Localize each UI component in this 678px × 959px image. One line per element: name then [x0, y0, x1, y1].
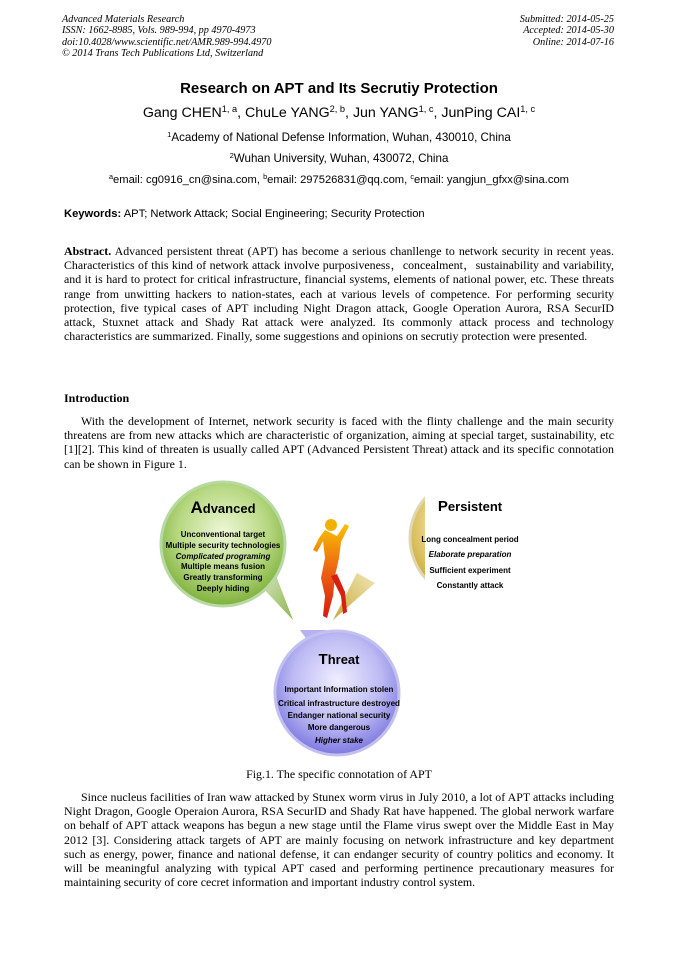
issn-line: ISSN: 1662-8985, Vols. 989-994, pp 4970-4973 [62, 25, 256, 37]
affiliation-2: $^2$Wuhan University, Wuhan, 430072, China [229, 150, 449, 165]
persistent-item: Elaborate preparation [428, 550, 512, 559]
author-sup: 1, c [520, 103, 536, 114]
email-link[interactable]: email: yangjun_gfxx@sina.com [413, 174, 569, 186]
doi-line: doi:10.4028/www.scientific.net/AMR.989-994.4970 [62, 36, 272, 48]
dates-header [520, 14, 614, 48]
keywords [64, 208, 425, 220]
intro-paragraph-2: Since nucleus facilities of Iran waw attacked by Stunex worm virus in July 2010, a lot of APT attacks including Night Dragon, Google Operaion Aurora, RSA SecurID and Shady Rat have happened. The global nerwork warfare on behalf of APT attack weapons has begun a new stage until the Flame virus swept over the Middle East in May 2012 [3]. Considering attack targets of APT are mainly focusing on network infrastructure and key department such as energy, power, finance and national defense, it can endanger security of country politics and economy. It will be meaningful analyzing with typical APT cased and performing pertinence precautionary measures for maintaining security of core cecret information and important industry control system. [64, 790, 614, 890]
persistent-item: Sufficient experiment [429, 566, 511, 575]
online-date: Online: 2014-07-16 [532, 36, 614, 48]
figure-graphics [155, 478, 425, 764]
affiliation-1: $^1$Academy of National Defense Information, Wuhan, 430010, China [167, 129, 511, 144]
author-name: ChuLe YANG [245, 105, 330, 121]
abstract-text: Advanced persistent threat (APT) has become a serious chanllenge to network security in recent yeas. Characteristics of this kind of network attack involve purposiveness，concealment，sustainability and variability, and it is hard to protect for critical infrastructure, financial systems, elements of national power, etc. These threats range from unwitting hackers to nation-states, each at various levels of competence. For performing security protection, five typical cases of APT including Night Dragon attack, Google Operation Aurora, RSA SecurID attack, Stuxnet attack and Shady Rat attack were analyzed. Its commonly attack process and technology characteristics are summarized. Finally, some suggestions and opinions on secrutiy protection were presented. [64, 244, 614, 344]
advanced-title-cap: A [190, 498, 203, 517]
persistent-labels [410, 498, 530, 516]
threat-item: Critical infrastructure destroyed [278, 699, 400, 708]
advanced-item: Multiple means fusion [180, 562, 265, 571]
paper-title: Research on APT and Its Secrutiy Protection [180, 80, 498, 97]
author-sup: 2, b [329, 103, 346, 114]
advanced-item: Greatly transforming [183, 573, 263, 582]
advanced-item: Complicated programing [175, 552, 271, 561]
email-link[interactable]: email: 297526831@qq.com, [267, 174, 411, 186]
threat-title-cap: T [318, 651, 328, 668]
threat-item: Important Information stolen [284, 685, 394, 694]
keywords-label: Keywords: [64, 208, 122, 220]
author-name: Gang CHEN [142, 105, 222, 121]
accepted-date: Accepted: 2014-05-30 [523, 25, 614, 37]
persistent-title: ersistent [447, 499, 503, 514]
author-name: Jun YANG [352, 105, 419, 121]
email-link[interactable]: email: cg0916_cn@sina.com, [113, 174, 264, 186]
figure-caption: Fig.1. The specific connotation of APT [246, 767, 432, 781]
journal-name: Advanced Materials Research [62, 14, 185, 25]
advanced-title: dvanced [202, 501, 256, 516]
submitted-date: Submitted: 2014-05-25 [519, 14, 614, 25]
section-heading: Introduction [64, 391, 130, 405]
keywords-text: APT; Network Attack; Social Engineering; Security Protection [121, 208, 425, 220]
threat-title: hreat [327, 652, 360, 667]
intro-paragraph-1: With the development of Internet, network security is faced with the flinty challenge and the main security threatens are from new attacks which are characteristic of organization, aiming at special target, sustainability, etc [1][2]. This kind of threaten is usually called APT (Advanced Persistent Threat) attack and its specific connotation can be shown in Figure 1. [64, 414, 614, 471]
author-sup: 1, a [221, 103, 238, 114]
journal-header [62, 14, 271, 59]
abstract [64, 244, 614, 343]
author-sup: 1, c [418, 103, 434, 114]
advanced-labels [161, 498, 285, 518]
threat-item: Higher stake [314, 736, 364, 745]
advanced-item: Multiple security technologies [165, 541, 281, 550]
author-list: Gang CHEN$^{1, a}$, ChuLe YANG$^{2, b}$, Jun YANG$^{1, c}$, JunPing CAI$^{1, c}$ [142, 103, 536, 121]
email-list: $^a$email: cg0916_cn@sina.com, $^b$email: 297526831@qq.com, $^c$email: yangjun_gfxx@sina.com [108, 172, 569, 186]
apt-figure [155, 478, 425, 764]
persistent-item: Constantly attack [436, 581, 504, 590]
threat-item: More dangerous [307, 723, 371, 732]
copyright-line: © 2014 Trans Tech Publications Ltd, Switzerland [62, 47, 264, 59]
abstract-label: Abstract. [64, 244, 112, 258]
author-name: JunPing CAI [441, 105, 521, 121]
advanced-item: Unconventional target [180, 530, 266, 539]
fighter-figure [313, 519, 349, 618]
threat-item: Endanger national security [287, 711, 391, 720]
persistent-item: Long concealment period [421, 535, 519, 544]
advanced-item: Deeply hiding [196, 584, 250, 593]
persistent-title-cap: P [437, 498, 448, 515]
threat-labels [277, 651, 401, 669]
